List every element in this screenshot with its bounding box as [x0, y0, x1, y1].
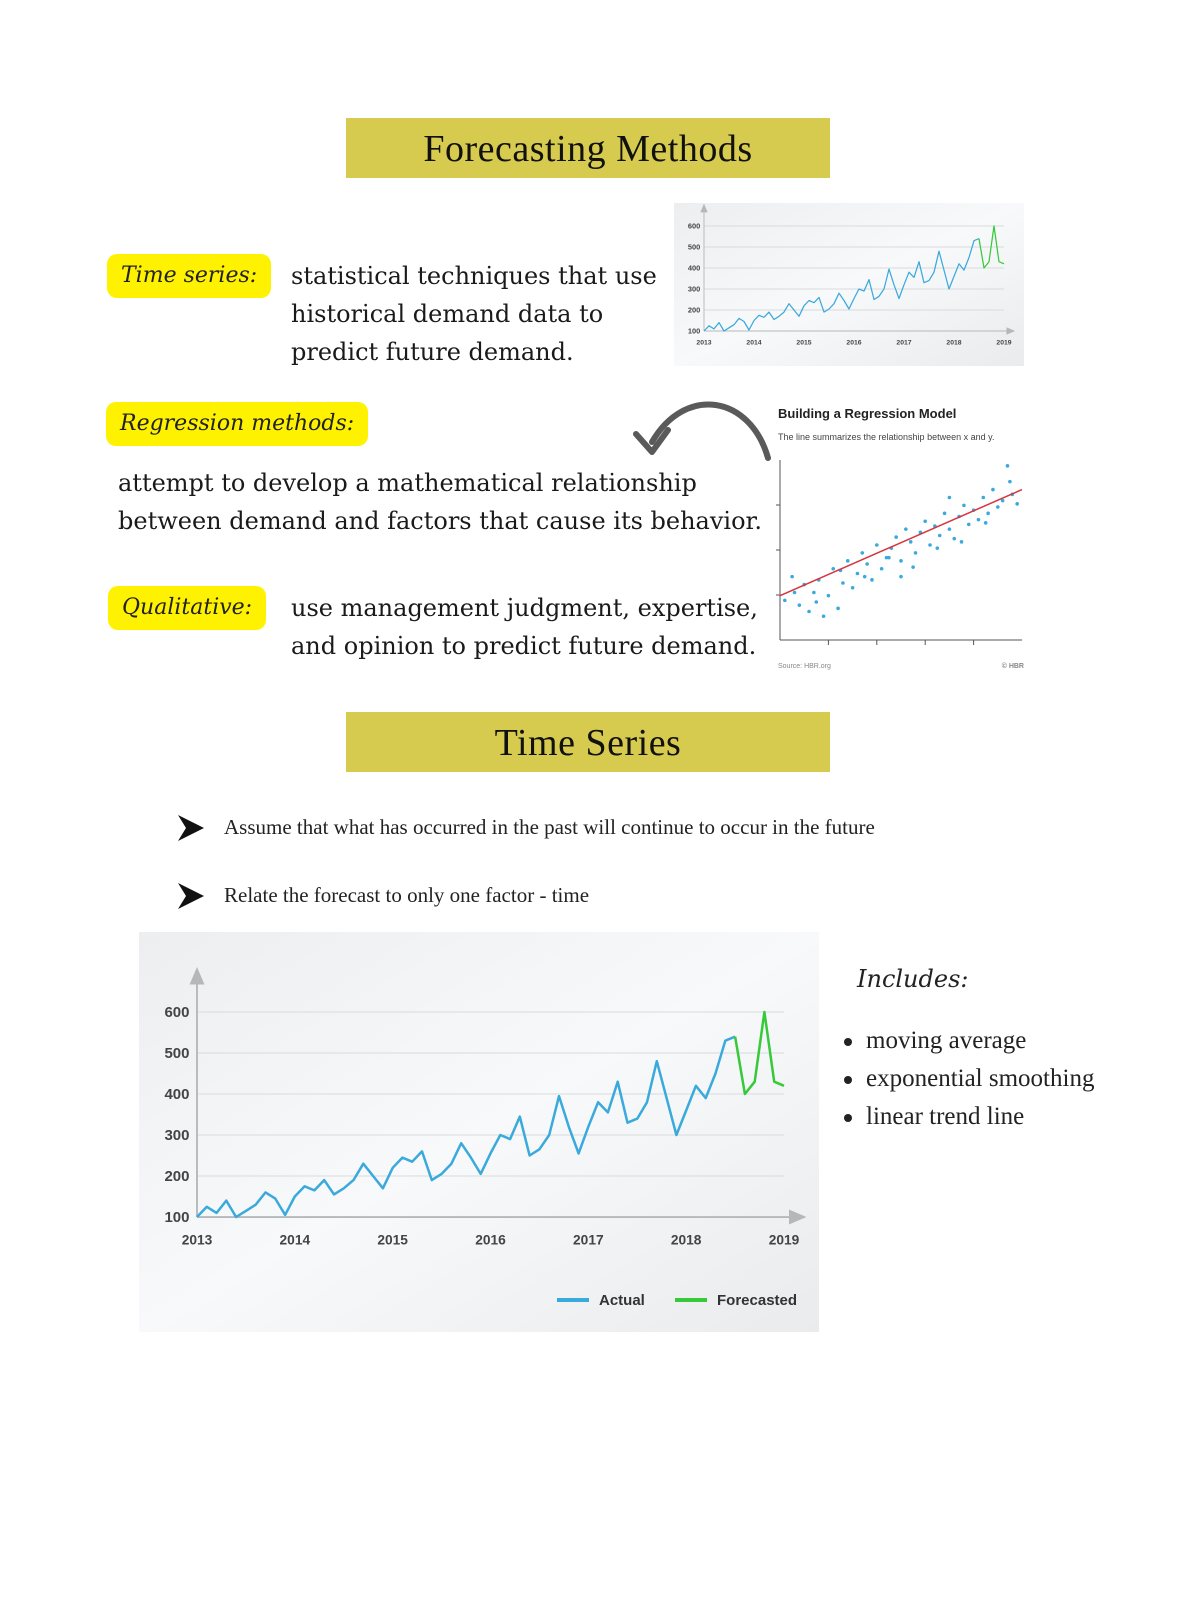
list-item: exponential smoothing	[866, 1060, 1094, 1098]
scatter-point	[948, 496, 952, 500]
scatter-point	[856, 572, 860, 576]
scatter-point	[909, 540, 913, 544]
scatter-point	[996, 505, 1000, 509]
curved-arrow-icon	[630, 390, 775, 470]
regression-chart-subtitle: The line summarizes the relationship between x and y.	[778, 432, 995, 442]
y-tick-label: 100	[687, 326, 701, 336]
list-item: moving average	[866, 1022, 1094, 1060]
x-tick-label: 2016	[475, 1232, 506, 1248]
arrow-bullet-icon	[176, 813, 206, 843]
x-tick-label: 2014	[746, 339, 762, 347]
scatter-point	[836, 607, 840, 611]
x-tick-label: 2015	[796, 339, 812, 347]
y-tick-label: 300	[687, 284, 701, 294]
y-tick-label: 100	[164, 1209, 190, 1226]
regression-description: attempt to develop a mathematical relationship between demand and factors that cause its behavior.	[118, 469, 763, 535]
scatter-point	[899, 559, 903, 563]
y-tick-label: 200	[164, 1168, 190, 1185]
scatter-point	[914, 551, 918, 555]
scatter-point	[798, 603, 802, 607]
time-series-banner	[346, 712, 830, 772]
scatter-point	[923, 519, 927, 523]
regression-line	[780, 490, 1022, 596]
x-tick-label: 2017	[573, 1232, 604, 1248]
time-series-label: Time series:	[107, 254, 271, 298]
qualitative-description: use management judgment, expertise, and opinion to predict future demand.	[291, 594, 758, 660]
y-tick-label: 500	[687, 242, 701, 252]
x-tick-label: 2019	[768, 1232, 800, 1248]
x-tick-label: 2017	[896, 339, 912, 347]
scatter-point	[887, 556, 891, 560]
x-tick-label: 2019	[996, 339, 1012, 347]
x-tick-label: 2018	[670, 1232, 702, 1248]
regression-chart-credit: © HBR	[1001, 663, 1024, 670]
qualitative-label: Qualitative:	[108, 586, 266, 630]
scatter-point	[860, 551, 864, 555]
x-tick-label: 2013	[181, 1232, 213, 1248]
y-tick-label: 600	[164, 1004, 190, 1021]
scatter-point	[960, 540, 964, 544]
scatter-point	[863, 575, 867, 579]
regression-chart-svg	[776, 400, 1026, 675]
scatter-point	[783, 599, 787, 603]
large-chart-svg	[139, 932, 819, 1332]
scatter-point	[851, 586, 855, 590]
scatter-point	[952, 537, 956, 541]
y-tick-label: 400	[164, 1086, 190, 1103]
forecasting-methods-banner	[346, 118, 830, 178]
y-tick-label: 300	[164, 1127, 190, 1144]
arrow-bullet-icon	[176, 881, 206, 911]
scatter-point	[991, 488, 995, 492]
scatter-point	[984, 521, 988, 525]
y-tick-label: 500	[164, 1045, 190, 1062]
scatter-point	[986, 512, 990, 516]
scatter-point	[815, 600, 819, 604]
scatter-point	[831, 567, 835, 571]
regression-label: Regression methods:	[106, 402, 368, 446]
bullet-item: Assume that what has occurred in the past will continue to occur in the future	[224, 815, 875, 839]
legend-label-forecasted: Forecasted	[717, 1292, 798, 1309]
y-tick-label: 200	[687, 305, 701, 315]
scatter-point	[865, 562, 869, 566]
scatter-point	[793, 591, 797, 595]
scatter-point	[962, 504, 966, 508]
scatter-point	[938, 534, 942, 538]
x-tick-label: 2015	[377, 1232, 408, 1248]
y-tick-label: 400	[687, 263, 701, 273]
scatter-point	[977, 518, 981, 522]
scatter-point	[870, 578, 874, 582]
scatter-point	[875, 543, 879, 547]
regression-chart-title: Building a Regression Model	[778, 406, 957, 421]
regression-chart	[776, 400, 1026, 675]
legend-label-actual: Actual	[599, 1292, 645, 1309]
chart-background	[139, 932, 819, 1332]
scatter-point	[1015, 502, 1019, 506]
scatter-point	[812, 591, 816, 595]
x-tick-label: 2016	[846, 339, 862, 347]
scatter-point	[1006, 464, 1010, 468]
scatter-point	[1008, 480, 1012, 484]
time-series-description: statistical techniques that use historical demand data to predict future demand.	[291, 262, 657, 366]
scatter-point	[981, 496, 985, 500]
scatter-point	[936, 546, 940, 550]
scatter-point	[911, 565, 915, 569]
scatter-point	[928, 543, 932, 547]
scatter-point	[948, 527, 952, 531]
includes-list	[842, 1022, 1094, 1136]
scatter-point	[790, 575, 794, 579]
scatter-point	[822, 614, 826, 618]
bullet-item: Relate the forecast to only one factor - time	[224, 883, 590, 907]
scatter-point	[841, 581, 845, 585]
page-title: Forecasting Methods	[423, 128, 753, 170]
y-tick-label: 600	[687, 221, 701, 231]
section-title: Time Series	[494, 722, 682, 764]
scatter-point	[943, 512, 947, 516]
scatter-point	[846, 559, 850, 563]
large-time-series-chart	[139, 932, 819, 1332]
x-tick-label: 2018	[946, 339, 962, 347]
x-tick-label: 2013	[696, 339, 712, 347]
small-chart-svg	[674, 203, 1024, 366]
scatter-point	[894, 535, 898, 539]
scatter-point	[827, 594, 831, 598]
regression-chart-source: Source: HBR.org	[778, 663, 831, 670]
small-time-series-chart	[674, 203, 1024, 366]
scatter-point	[904, 527, 908, 531]
scatter-point	[899, 575, 903, 579]
scatter-point	[967, 523, 971, 527]
scatter-point	[807, 610, 811, 614]
scatter-point	[880, 567, 884, 571]
includes-title: Includes:	[857, 965, 969, 993]
list-item: linear trend line	[866, 1098, 1094, 1136]
x-tick-label: 2014	[279, 1232, 311, 1248]
